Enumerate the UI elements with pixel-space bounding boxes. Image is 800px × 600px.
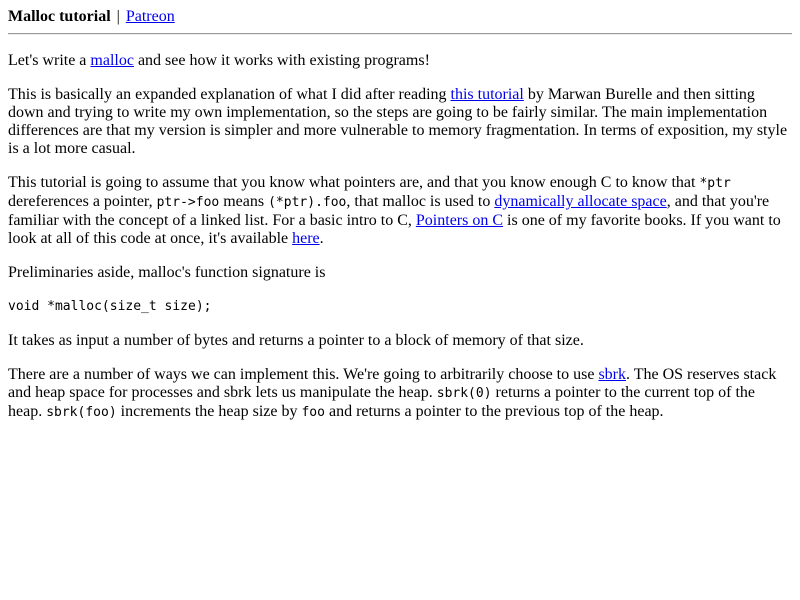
background-text: This is basically an expanded explanation of what I did after reading <box>8 86 451 103</box>
sbrk-text-3: returns a pointer to the current top of the heap. <box>8 384 756 420</box>
intro-text: Let's write a <box>8 52 91 69</box>
code-deref-ptr: *ptr <box>699 176 731 191</box>
background-text-end: by Marwan Burelle and then sitting down and trying to write my own implementation, so the steps are going to be fairly similar. The main implementation differences are that my version is simpler and more vulnerable to memory fragmentation. In terms of exposition, my style is a lot more casual. <box>8 86 788 157</box>
code-sbrk-zero: sbrk(0) <box>436 386 492 401</box>
sbrk-text-2: . The OS reserves stack and heap space for processes and sbrk lets us manipulate the heap. <box>8 366 777 401</box>
patreon-link[interactable]: Patreon <box>125 8 175 25</box>
site-header <box>8 8 792 26</box>
sbrk-paragraph <box>8 366 792 422</box>
prereq-text-7: . <box>319 230 324 247</box>
prereq-text-4: , that malloc is used to <box>346 193 495 210</box>
header-separator: | <box>116 8 120 25</box>
sbrk-text-5: and returns a pointer to the previous top of the heap. <box>324 403 664 420</box>
prereq-text-1: This tutorial is going to assume that you know what pointers are, and that you know enough C to know that <box>8 174 700 191</box>
dynamic-allocation-link[interactable]: dynamically allocate space <box>494 193 667 210</box>
article-body <box>8 52 792 422</box>
intro-paragraph <box>8 52 792 70</box>
malloc-link[interactable]: malloc <box>90 52 134 69</box>
code-arrow-foo: ptr->foo <box>156 195 220 210</box>
sbrk-link[interactable]: sbrk <box>598 366 626 383</box>
prereq-text-5: , and that you're familiar with the concept of a linked list. For a basic intro to C, <box>8 193 770 229</box>
code-foo: foo <box>301 405 325 420</box>
prerequisites-paragraph <box>8 174 792 248</box>
site-title: Malloc tutorial <box>8 8 111 25</box>
signature-intro-paragraph: Preliminaries aside, malloc's function signature is <box>8 264 326 281</box>
sbrk-text-1: There are a number of ways we can implement this. We're going to arbitrarily choose to use <box>8 366 599 383</box>
code-sbrk-foo: sbrk(foo) <box>46 405 117 420</box>
prereq-text-3: means <box>219 193 269 210</box>
sbrk-text-4: increments the heap size by <box>116 403 302 420</box>
this-tutorial-link[interactable]: this tutorial <box>450 86 524 103</box>
intro-text-end: and see how it works with existing programs! <box>133 52 430 69</box>
header-divider <box>8 33 792 35</box>
background-paragraph <box>8 86 792 158</box>
signature-explanation-paragraph: It takes as input a number of bytes and returns a pointer to a block of memory of that size. <box>8 332 584 349</box>
prereq-text-2: dereferences a pointer, <box>8 193 157 210</box>
code-deref-foo: (*ptr).foo <box>268 195 347 210</box>
malloc-signature-code: void *malloc(size_t size); <box>8 299 212 314</box>
prereq-text-6: is one of my favorite books. If you want to look at all of this code at once, it's available <box>8 212 781 247</box>
code-here-link[interactable]: here <box>292 230 320 247</box>
pointers-on-c-link[interactable]: Pointers on C <box>415 212 504 229</box>
